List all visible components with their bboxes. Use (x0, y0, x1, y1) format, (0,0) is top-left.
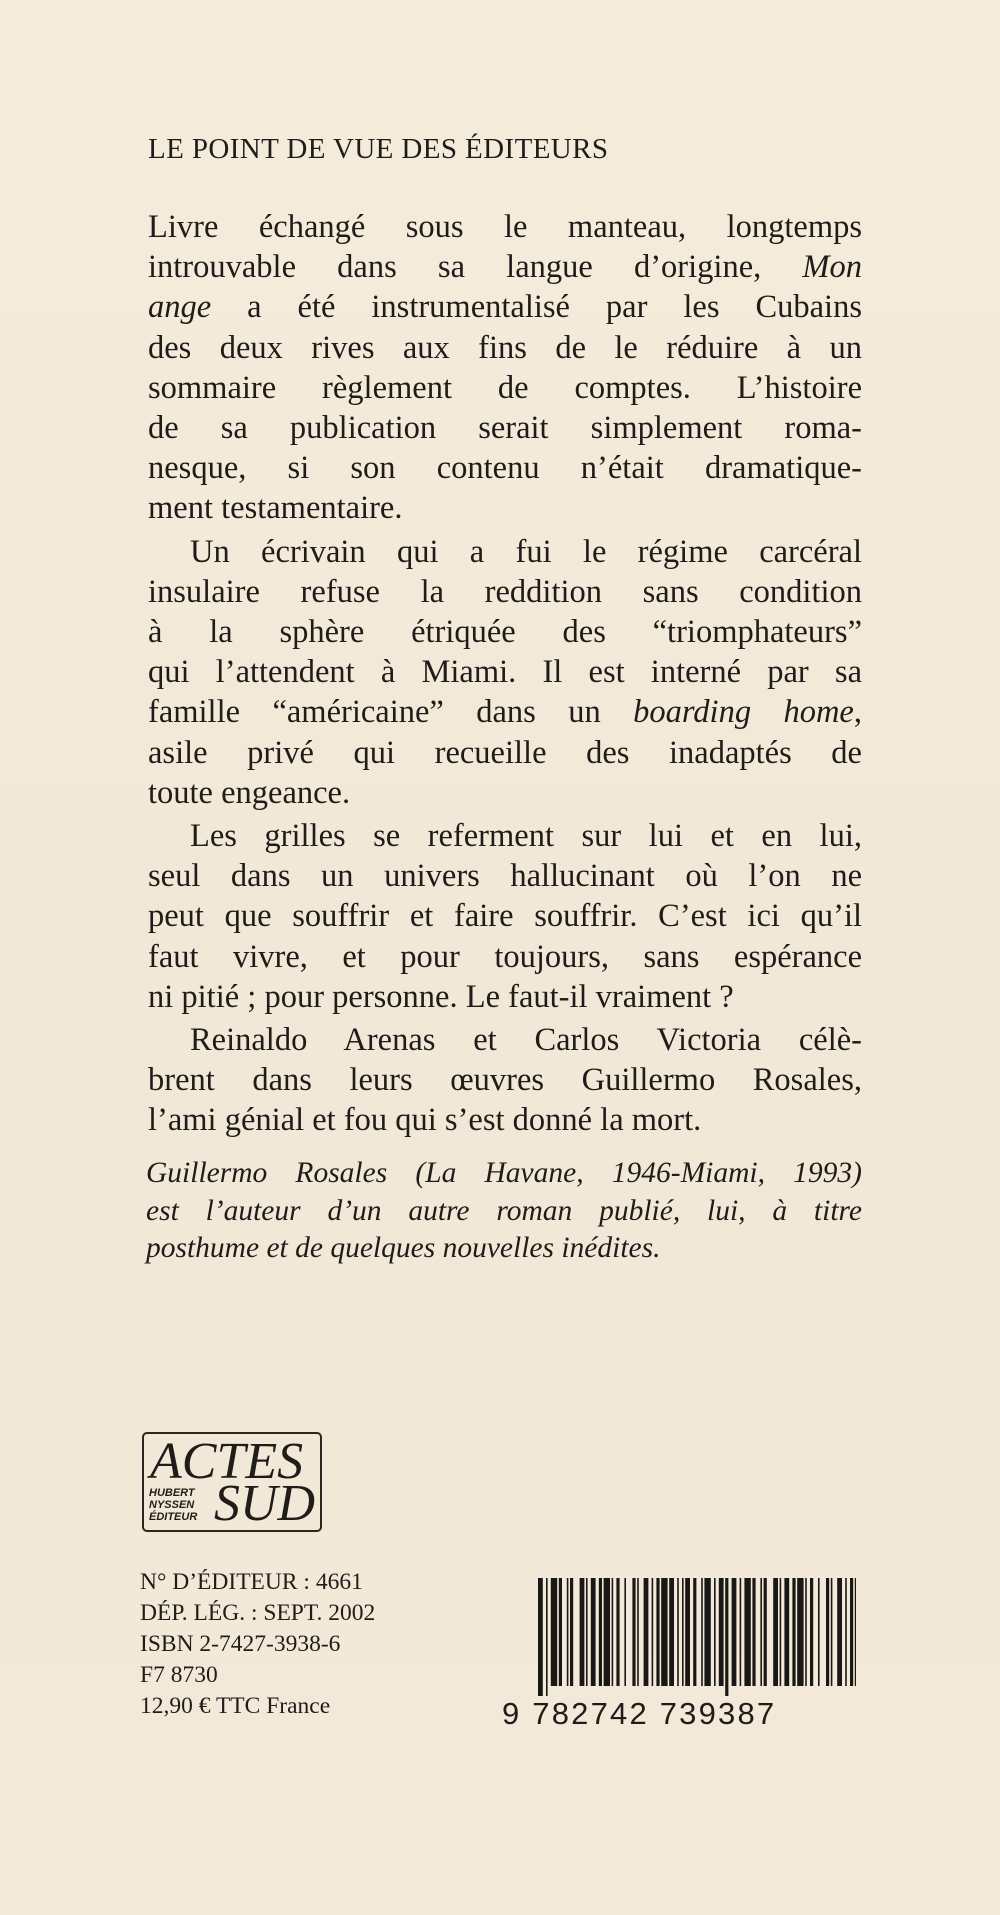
barcode-bar (580, 1578, 585, 1686)
barcode-bar (855, 1578, 856, 1686)
text-line: seul dans un univers hallucinant où l’on ne (148, 858, 862, 895)
isbn: ISBN 2-7427-3938-6 (140, 1631, 341, 1657)
barcode-bar (677, 1578, 679, 1686)
barcode-bar (612, 1578, 614, 1686)
barcode-bar (693, 1578, 696, 1686)
price: 12,90 € TTC France (140, 1693, 331, 1719)
barcode-bar (682, 1578, 684, 1686)
logo-imprint (149, 1487, 197, 1523)
text-line: sommaire règlement de comptes. L’histoire (148, 369, 862, 406)
barcode-bar (837, 1578, 842, 1686)
barcode-bar (831, 1578, 833, 1686)
barcode-bar (725, 1578, 728, 1696)
barcode-bar (567, 1578, 569, 1686)
text-line: brent dans leurs œuvres Guillermo Rosales, (148, 1062, 862, 1099)
bio-line: Guillermo Rosales (La Havane, 1946-Miami, 1993) (146, 1157, 862, 1189)
paragraph-3 (148, 816, 862, 1017)
paragraph-1 (148, 207, 862, 529)
bio-line: posthume et de quelques nouvelles inédites. (146, 1232, 661, 1264)
barcode-bar (685, 1578, 690, 1686)
logo-actes: ACTES (150, 1433, 304, 1490)
barcode-bar (538, 1578, 543, 1696)
barcode-bar (599, 1578, 602, 1686)
barcode-bar (591, 1578, 596, 1686)
text-line: insulaire refuse la reddition sans condition (148, 573, 862, 610)
barcode-bar (792, 1578, 795, 1686)
barcode-bar (652, 1578, 654, 1686)
barcode-bar (604, 1578, 610, 1686)
barcode-bar (752, 1578, 755, 1686)
barcode-bar (637, 1578, 639, 1686)
barcode-bar (760, 1578, 762, 1686)
text-line: nesque, si son contenu n’était dramatique- (148, 450, 862, 487)
text-line: ange a été instrumentalisé par les Cubains (148, 289, 862, 326)
barcode-bar (570, 1578, 573, 1686)
text-line: Reinaldo Arenas et Carlos Victoria célè- (190, 1022, 862, 1059)
barcode-bar (780, 1578, 782, 1686)
barcode-bar (559, 1578, 562, 1686)
logo-imprint-line: HUBERT (149, 1487, 195, 1499)
barcode-bar (797, 1578, 803, 1686)
barcode-bar (805, 1578, 807, 1686)
barcode-bar (644, 1578, 649, 1686)
logo-sud: SUD (214, 1475, 316, 1532)
text-line: qui l’attendent à Miami. Il est interné par sa (148, 654, 862, 691)
barcode-bar (704, 1578, 710, 1686)
author-bio (146, 1155, 862, 1268)
text-line: peut que souffrir et faire souffrir. C’est ici qu’il (148, 898, 862, 935)
barcode-bar (740, 1578, 742, 1686)
text-line: Un écrivain qui a fui le régime carcéral (190, 533, 862, 570)
barcode-bar (732, 1578, 737, 1686)
publication-info (140, 1567, 375, 1722)
text-line: faut vivre, et pour toujours, sans espérance (148, 938, 862, 975)
text-line: introuvable dans sa langue d’origine, Mon (148, 249, 862, 286)
blurb-body (148, 207, 862, 1141)
publisher-logo (142, 1432, 322, 1532)
barcode-bar (632, 1578, 635, 1686)
section-heading: LE POINT DE VUE DES ÉDITEURS (148, 133, 609, 165)
internal-code: F7 8730 (140, 1662, 218, 1688)
barcode-bar (586, 1578, 588, 1686)
barcode-bar (826, 1578, 829, 1686)
barcode-bar (661, 1578, 667, 1686)
text-line: toute engeance. (148, 774, 351, 811)
text-line: l’ami génial et fou qui s’est donné la mort. (148, 1102, 702, 1139)
barcode-bar (616, 1578, 619, 1686)
barcode (538, 1578, 856, 1696)
barcode-bar (845, 1578, 847, 1686)
bio-line: est l’auteur d’un autre roman publié, lui, à titre (146, 1194, 862, 1227)
barcode-bar (701, 1578, 703, 1686)
paragraph-4 (148, 1020, 862, 1141)
barcode-bar (546, 1578, 548, 1696)
publisher-number: N° D’ÉDITEUR : 4661 (140, 1569, 363, 1595)
barcode-number: 9 782742 739387 (502, 1696, 777, 1731)
text-line: de sa publication serait simplement roma- (148, 410, 862, 447)
text-line: à la sphère étriquée des “triomphateurs” (148, 614, 862, 651)
logo-imprint-line: ÉDITEUR (149, 1511, 198, 1523)
barcode-bar (764, 1578, 767, 1686)
text-line: famille “américaine” dans un boarding home, (148, 694, 862, 731)
barcode-bar (656, 1578, 659, 1686)
barcode-bar (810, 1578, 813, 1686)
barcode-bar (773, 1578, 778, 1686)
text-line: Les grilles se referment sur lui et en lui, (190, 818, 862, 855)
text-line: Livre échangé sous le manteau, longtemps (148, 209, 862, 245)
barcode-bar (850, 1578, 853, 1686)
barcode-bar (624, 1578, 626, 1686)
barcode-bar (714, 1578, 716, 1686)
text-line: ni pitié ; pour personne. Le faut-il vraiment ? (148, 978, 734, 1015)
barcode-bar (818, 1578, 820, 1686)
text-line: des deux rives aux fins de le réduire à un (148, 329, 862, 366)
logo-imprint-line: NYSSEN (149, 1499, 195, 1511)
barcode-bar (551, 1578, 557, 1686)
barcode-bar (744, 1578, 750, 1686)
barcode-bar (719, 1578, 724, 1686)
text-line: ment testamentaire. (148, 490, 403, 527)
paragraph-2 (148, 532, 862, 813)
barcode-bar (784, 1578, 789, 1686)
barcode-bar (669, 1578, 674, 1686)
legal-deposit: DÉP. LÉG. : SEPT. 2002 (140, 1600, 376, 1626)
text-line: asile privé qui recueille des inadaptés de (148, 734, 862, 771)
